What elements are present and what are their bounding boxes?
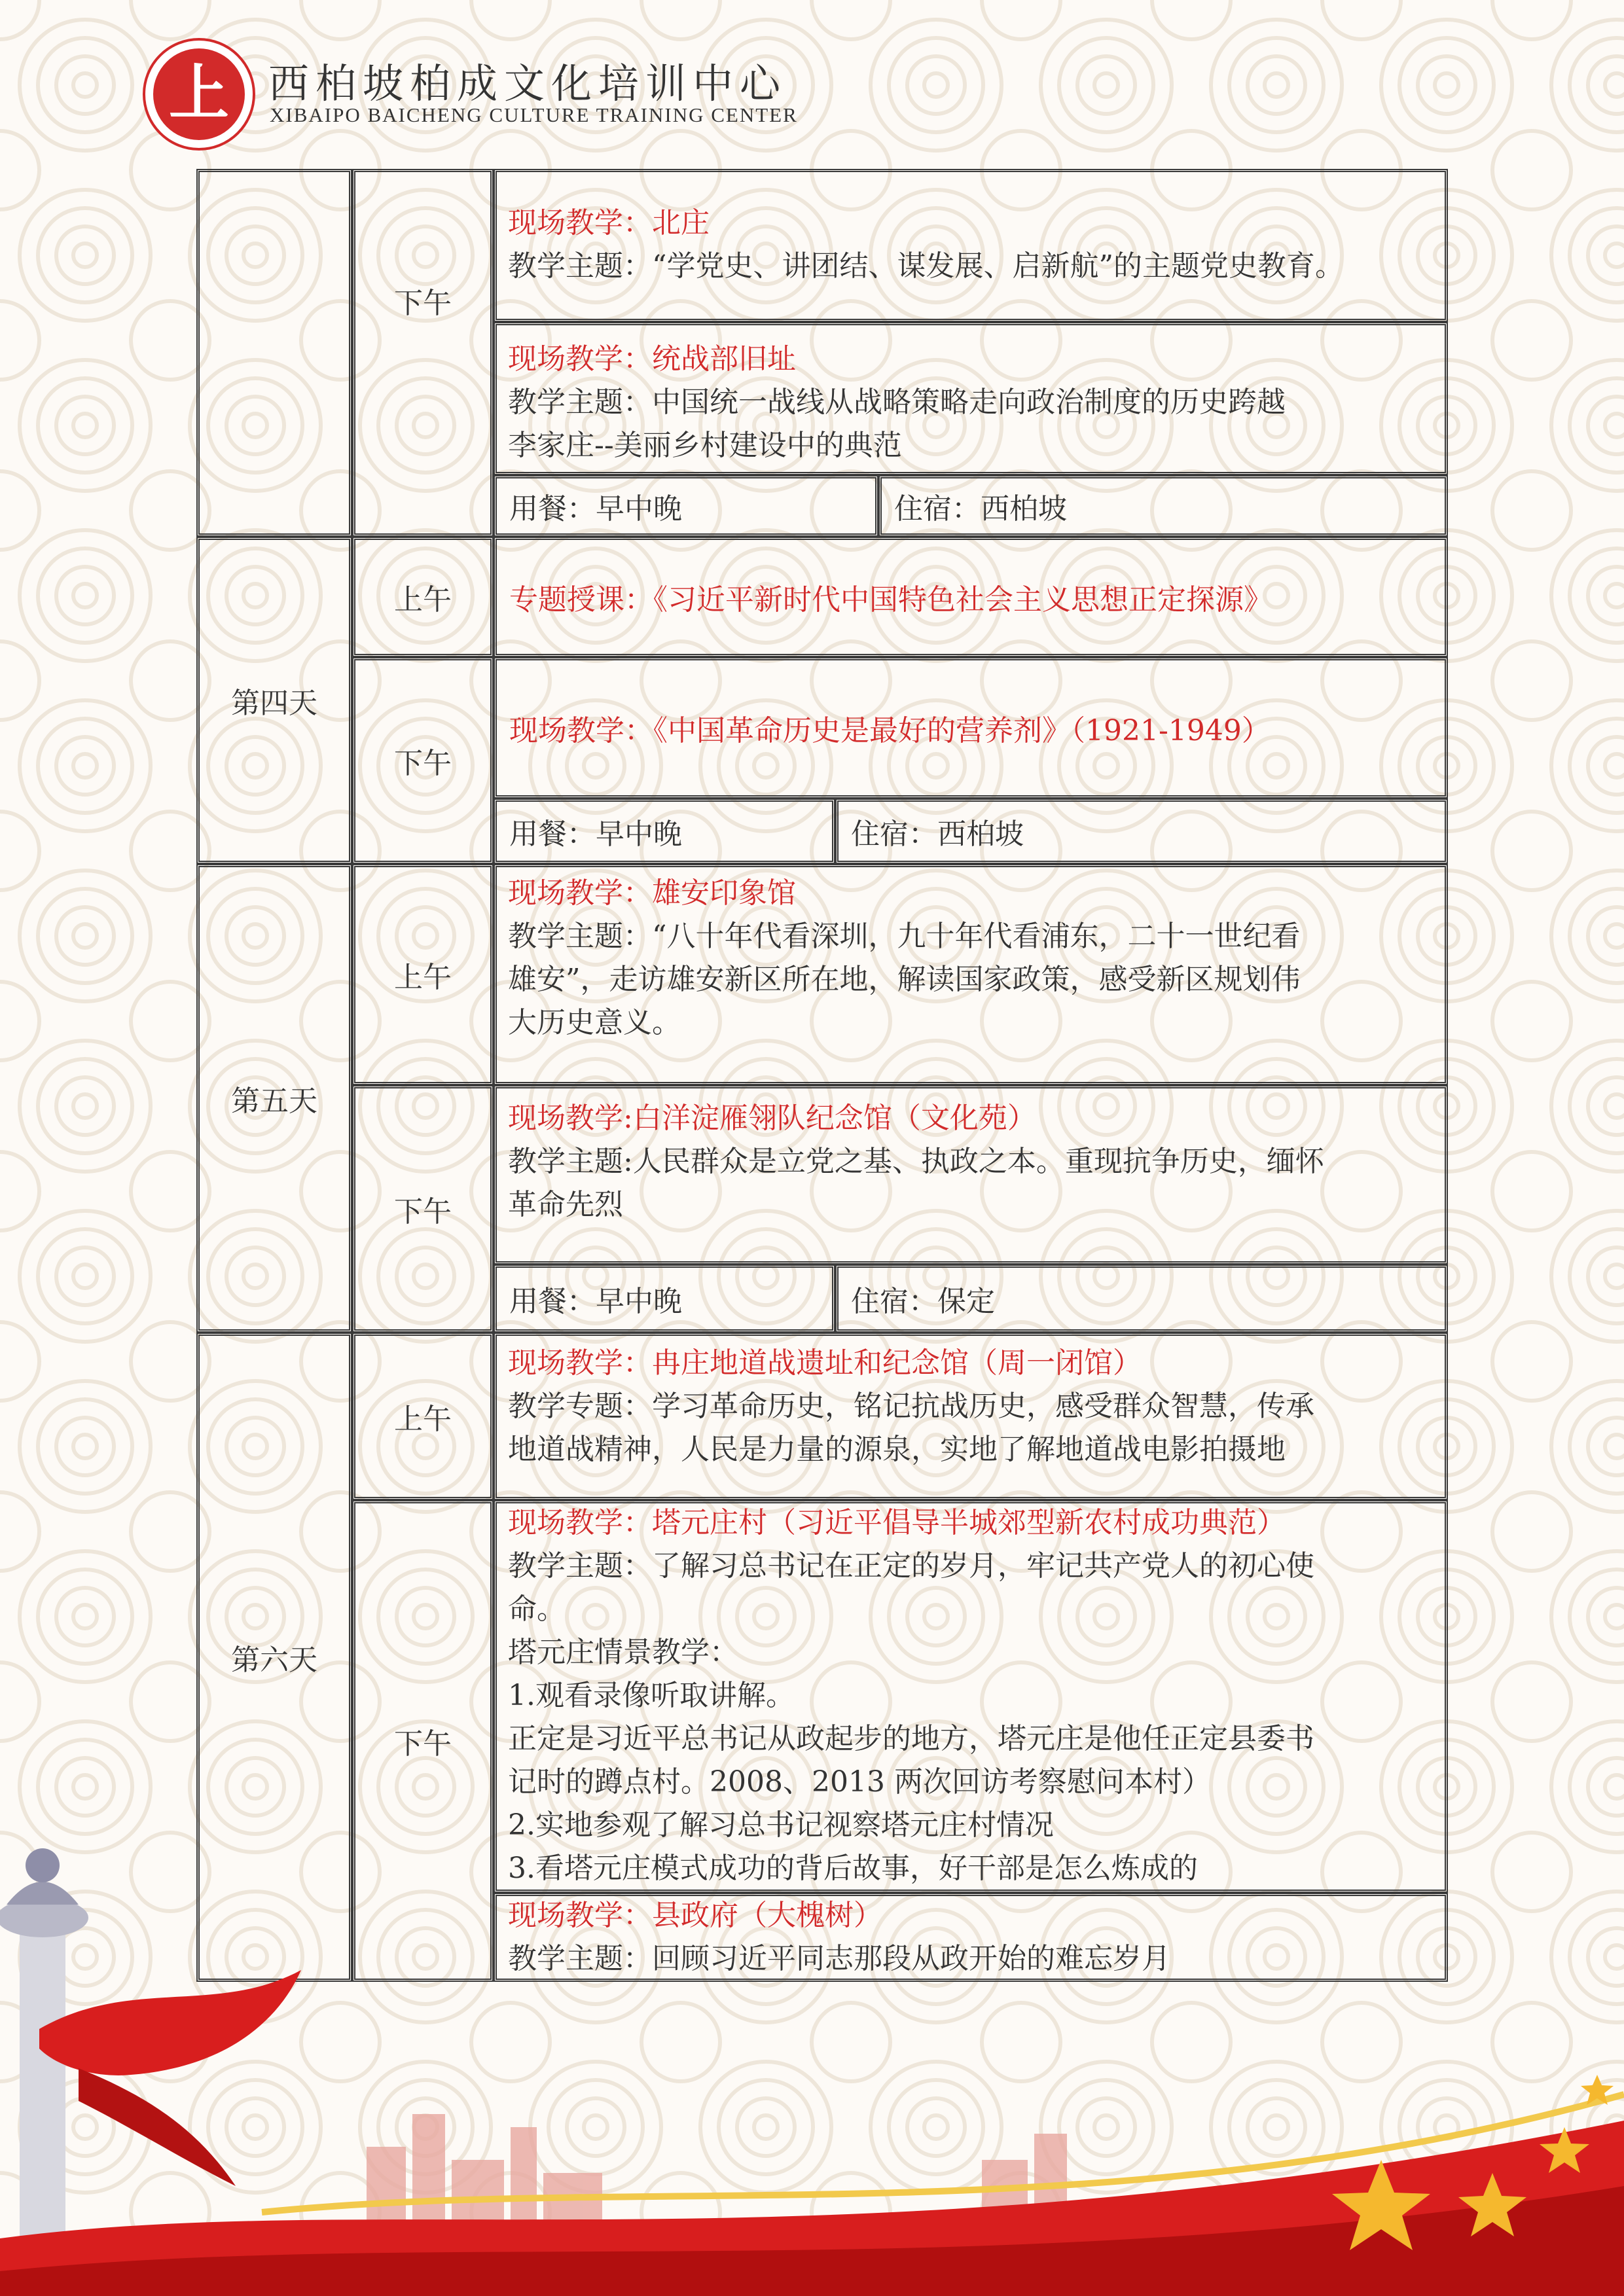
day6-pm-desc-6: 记时的蹲点村。2008、2013 两次回访考察慰问本村） xyxy=(508,1765,1211,1799)
huabiao-column-illustration xyxy=(0,1848,88,2296)
day4-pm-title: 现场教学：《中国革命历史是最好的营养剂》（1921-1949） xyxy=(509,714,1271,747)
item-tongzhanbu-desc-2: 李家庄--美丽乡村建设中的典范 xyxy=(508,429,902,462)
item-tongzhanbu-title: 现场教学：统战部旧址 xyxy=(508,342,796,376)
brand-logo xyxy=(143,38,255,151)
day6-am-desc-1: 教学专题：学习革命历史，铭记抗战历史，感受群众智慧，传承 xyxy=(508,1390,1314,1423)
day6-pm2-desc: 教学主题：回顾习近平同志那段从政开始的难忘岁月 xyxy=(508,1942,1170,1975)
day6-label: 第六天 xyxy=(231,1643,317,1677)
item-beizhuang-desc: 教学主题：“学党史、讲团结、谋发展、启新航”的主题党史教育。 xyxy=(508,249,1344,283)
footer-decoration xyxy=(0,1820,1624,2296)
day5-pm-desc-2: 革命先烈 xyxy=(508,1188,623,1221)
day3-meal: 用餐：早中晚 xyxy=(509,492,682,526)
day6-pm-desc-5: 正定是习近平总书记从政起步的地方，塔元庄是他任正定县委书 xyxy=(508,1722,1314,1755)
day6-pm-desc-3: 塔元庄情景教学： xyxy=(508,1636,738,1669)
day5-am-desc-1: 教学主题：“八十年代看深圳，九十年代看浦东，二十一世纪看 xyxy=(508,920,1301,953)
day6-pm-desc-8: 3.看塔元庄模式成功的背后故事，好干部是怎么炼成的 xyxy=(508,1852,1198,1885)
day5-stay: 住宿：保定 xyxy=(851,1285,995,1318)
day5-pm-desc-1: 教学主题:人民群众是立党之基、执政之本。重现抗争历史，缅怀 xyxy=(508,1145,1324,1178)
day5-am-desc-2: 雄安”，走访雄安新区所在地，解读国家政策，感受新区规划伟 xyxy=(508,963,1301,996)
item-tongzhanbu-desc-1: 教学主题：中国统一战线从战略策略走向政治制度的历史跨越 xyxy=(508,386,1286,419)
day5-pm-label: 下午 xyxy=(394,1195,452,1229)
day4-am-label: 上午 xyxy=(394,583,452,617)
schedule-table xyxy=(196,169,1448,1982)
day3-pm-label: 下午 xyxy=(394,287,452,320)
day3-label-cell xyxy=(196,169,352,537)
brand-title-cn: 西柏坡柏成文化培训中心 xyxy=(268,60,787,107)
day4-label: 第四天 xyxy=(231,687,317,720)
day6-pm-title: 现场教学：塔元庄村（习近平倡导半城郊型新农村成功典范） xyxy=(508,1506,1286,1539)
day4-pm-label: 下午 xyxy=(394,747,452,780)
day5-am-title: 现场教学：雄安印象馆 xyxy=(508,876,796,910)
day6-pm-desc-7: 2.实地参观了解习总书记视察塔元庄村情况 xyxy=(508,1808,1054,1842)
day6-pm-desc-4: 1.观看录像听取讲解。 xyxy=(508,1679,795,1712)
day5-am-label: 上午 xyxy=(394,961,452,994)
red-ribbon xyxy=(39,1970,301,2075)
day3-stay: 住宿：西柏坡 xyxy=(894,492,1067,526)
item-beizhuang-title: 现场教学：北庄 xyxy=(508,206,710,240)
day6-am-desc-2: 地道战精神，人民是力量的源泉，实地了解地道战电影拍摄地 xyxy=(508,1433,1286,1466)
day6-am-title: 现场教学：冉庄地道战遗址和纪念馆（周一闭馆） xyxy=(508,1346,1142,1380)
day6-pm-label: 下午 xyxy=(394,1727,452,1761)
day5-meal: 用餐：早中晚 xyxy=(509,1285,682,1318)
logo-glyph: 上 xyxy=(168,58,230,128)
day4-am-title: 专题授课：《习近平新时代中国特色社会主义思想正定探源》 xyxy=(509,583,1272,617)
day6-am-label: 上午 xyxy=(394,1403,452,1436)
day4-stay: 住宿：西柏坡 xyxy=(851,817,1024,851)
day6-pm2-title: 现场教学：县政府（大槐树） xyxy=(508,1899,882,1932)
day5-am-desc-3: 大历史意义。 xyxy=(508,1006,681,1039)
brand-title-en: XIBAIPO BAICHENG CULTURE TRAINING CENTER xyxy=(270,103,798,126)
day6-pm-desc-2: 命。 xyxy=(508,1592,566,1626)
day6-pm-desc-1: 教学主题：了解习总书记在正定的岁月，牢记共产党人的初心使 xyxy=(508,1549,1314,1583)
day5-label: 第五天 xyxy=(231,1085,317,1118)
day5-pm-title: 现场教学:白洋淀雁翎队纪念馆（文化苑） xyxy=(508,1102,1036,1135)
day4-meal: 用餐：早中晚 xyxy=(509,817,682,851)
